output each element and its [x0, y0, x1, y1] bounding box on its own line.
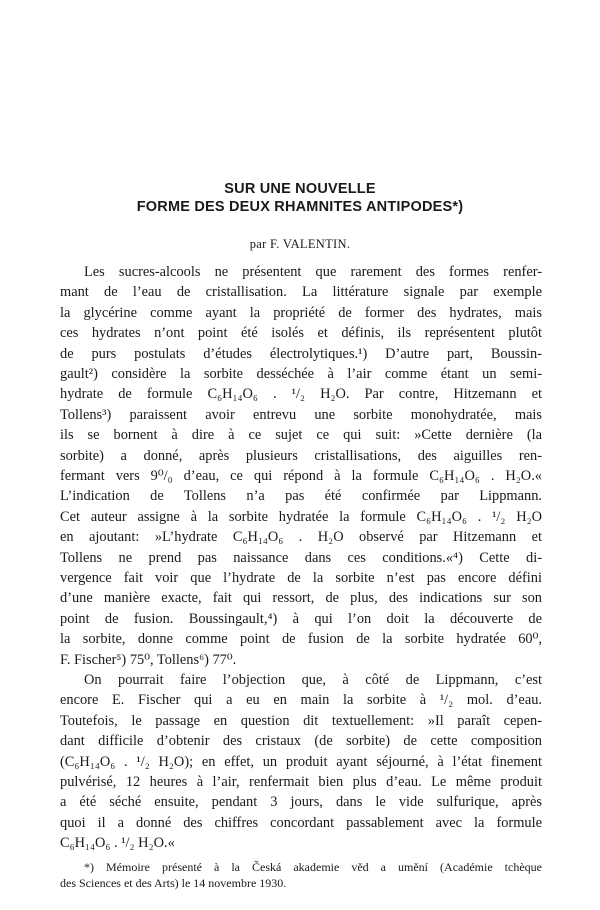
body-line: Toutefois, le passage en question dit textuellement: »Il paraît cepen- — [60, 712, 542, 729]
body-line: fermant vers 9⁰/₀ d’eau, ce qui répond à la formule C₆H₁₄O₆ . H₂O.« — [60, 468, 542, 484]
body-line: quoi il a donné des chiffres concordant passablement avec la formule — [60, 814, 542, 831]
body-line: la glycérine comme ayant la propriété de former des hydrates, mais — [60, 304, 542, 321]
body-line: la sorbite, donne comme point de fusion de la sorbite hydratée 60⁰, — [60, 631, 542, 648]
body-line: On pourrait faire l’objection que, à côté de Lippmann, c’est — [84, 672, 542, 688]
title-line-1: SUR UNE NOUVELLE — [224, 181, 376, 197]
body-line: Tollens ne prend pas naissance dans ces conditions.«⁴) Cette di- — [60, 549, 542, 566]
body-line: C₆H₁₄O₆ . ¹/₂ H₂O.« — [60, 835, 175, 852]
body-line: d’une manière exacte, fait qui ressort, de plus, des indications sur son — [60, 590, 542, 607]
body-line: gault²) considère la sorbite desséchée à l’air comme étant un semi- — [60, 366, 542, 382]
body-line: point de fusion. Boussingault,⁴) à qui l’on doit la découverte de — [60, 610, 542, 627]
footnote-line-2: des Sciences et des Arts) le 14 novembre 1930. — [60, 875, 287, 890]
body-line: a été séché ensuite, pendant 3 jours, dans le vide sulfurique, après — [60, 794, 542, 811]
body-line: (C₆H₁₄O₆ . ¹/₂ H₂O); en effet, un produit ayant séjourné, à l’état finement — [60, 753, 542, 770]
body-line: mant de l’eau de cristallisation. La littérature signale par exemple — [60, 284, 542, 301]
body-line: encore E. Fischer qui a eu en main la sorbite à ¹/₂ mol. d’eau. — [60, 692, 542, 709]
body-line: hydrate de formule C₆H₁₄O₆ . ¹/₂ H₂O. Par contre, Hitzemann et — [60, 386, 542, 403]
body-line: dant difficile d’obtenir des cristaux (de sorbite) de cette composition — [60, 733, 542, 750]
body-line: ces hydrates n’ont point été isolés et définis, ils représentent plutôt — [60, 325, 542, 342]
body-line: en ajoutant: »L’hydrate C₆H₁₄O₆ . H₂O observé par Hitzemann et — [60, 529, 542, 546]
body-line: sorbite) a donné, après plusieurs cristallisations, des aiguilles ren- — [60, 447, 542, 464]
body-line: pulvérisé, 12 heures à l’air, renfermait bien plus d’eau. Le même produit — [60, 774, 542, 790]
author-byline: par F. VALENTIN. — [249, 237, 351, 251]
body-line: Tollens³) paraissent avoir entrevu une sorbite monohydratée, mais — [60, 406, 542, 423]
title-line-2: FORME DES DEUX RHAMNITES ANTIPODES*) — [136, 199, 464, 215]
body-line: Les sucres-alcools ne présentent que rarement des formes renfer- — [84, 264, 542, 280]
body-line: vergence fait voir que l’hydrate de la sorbite n’est pas encore défini — [60, 570, 542, 586]
footnote-line-1: *) Mémoire présenté à la Česká akademie věd a umění (Académie tchèque — [84, 859, 542, 874]
body-line: F. Fischer⁵) 75⁰, Tollens⁶) 77⁰. — [60, 651, 237, 668]
body-line: L’indication de Tollens n’a pas été confirmée par Lippmann. — [60, 488, 542, 505]
body-line: de purs postulats d’études électrolytiques.¹) D’autre part, Boussin- — [60, 345, 542, 362]
body-line: ils se bornent à dire à ce sujet ce qui suit: »Cette dernière (la — [60, 427, 542, 444]
body-line: Cet auteur assigne à la sorbite hydratée la formule C₆H₁₄O₆ . ¹/₂ H₂O — [60, 508, 542, 525]
